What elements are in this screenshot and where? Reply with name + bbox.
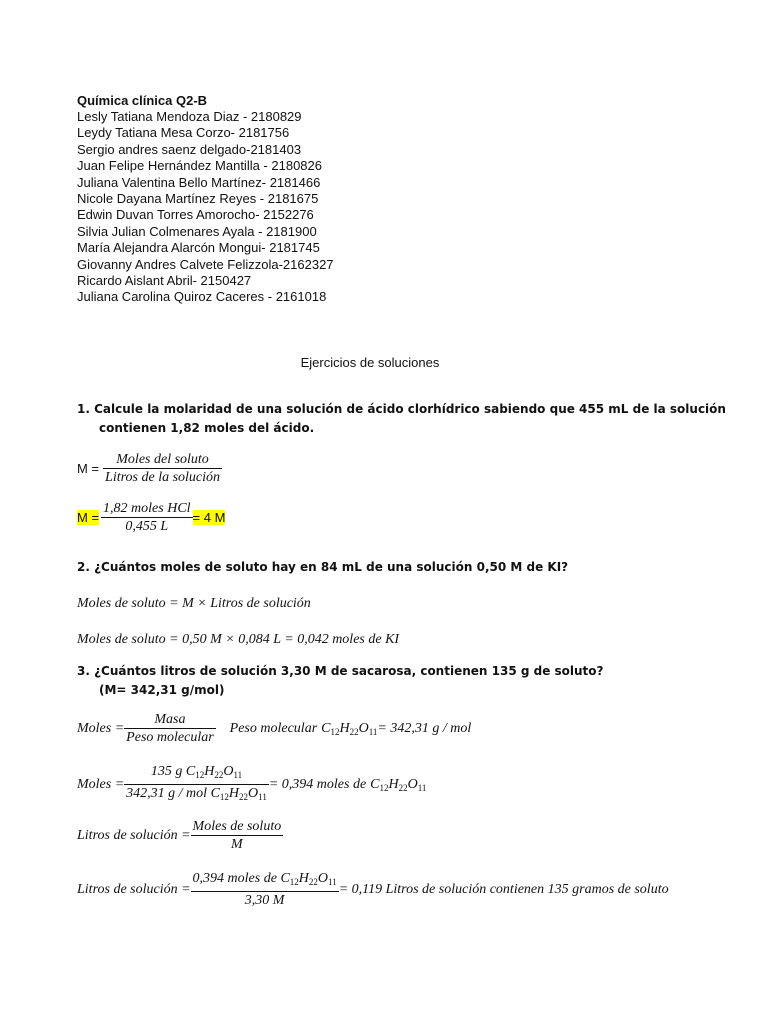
member-item: Leydy Tatiana Mesa Corzo- 2181756 xyxy=(77,125,290,141)
q1-text-line2: contienen 1,82 moles del ácido. xyxy=(99,421,315,435)
q3-text-line1: 3. ¿Cuántos litros de solución 3,30 M de sacarosa, contienen 135 g de soluto? xyxy=(77,664,604,678)
q3-equation-4: Litros de solución = $\frac{0,394 moles de C_{12}H_{22}O_{11}}{3,30 M}$ = 0,119 Litros de solución contienen 135 gramos de soluto xyxy=(77,871,669,908)
member-list xyxy=(77,109,334,306)
q1-formula-result xyxy=(77,500,225,535)
course-title: Química clínica Q2-B xyxy=(77,93,208,108)
fraction-denominator: M xyxy=(231,837,243,852)
fraction-numerator: Moles del soluto xyxy=(103,451,222,469)
member-item: Sergio andres saenz delgado-2181403 xyxy=(77,141,302,157)
member-item: Nicole Dayana Martínez Reyes - 2181675 xyxy=(77,191,319,207)
member-item: María Alejandra Alarcón Mongui- 2181745 xyxy=(77,240,320,256)
q3-equation-3: Litros de solución = $\frac{\text{Moles de soluto}}{M}$ xyxy=(77,819,282,852)
q2-text: 2. ¿Cuántos moles de soluto hay en 84 mL de una solución 0,50 M de KI? xyxy=(77,560,569,574)
highlight-result: = 4 M xyxy=(192,510,226,525)
member-item: Juliana Carolina Quiroz Caceres - 2161018 xyxy=(77,289,327,305)
q2-equation-1: Moles de soluto = M × Litros de solución xyxy=(77,596,311,611)
q3-equation-2: Moles = $\frac{135 g C_{12}H_{22}O_{11}}{342,31 g / mol C_{12}H_{22}O_{11}}$ = 0,394 moles de $C_{12}H_{22}O_{11}$ xyxy=(77,763,426,806)
member-item: Juan Felipe Hernández Mantilla - 2180826 xyxy=(77,158,322,174)
q3-text-line2: (M= 342,31 g/mol) xyxy=(99,683,225,697)
section-title: Ejercicios de soluciones xyxy=(300,355,440,370)
fraction-denominator: Peso molecular xyxy=(126,730,214,745)
fraction-numerator: Masa xyxy=(124,711,215,729)
fraction-denominator: Litros de la solución xyxy=(105,470,221,485)
fraction-denominator: 0,455 L xyxy=(125,519,169,534)
highlight-label: M = xyxy=(77,510,100,525)
member-item: Giovanny Andres Calvete Felizzola-2162327 xyxy=(77,256,334,272)
member-item: Edwin Duvan Torres Amorocho- 2152276 xyxy=(77,207,314,223)
member-item: Ricardo Aislant Abril- 2150427 xyxy=(77,273,252,289)
sucrose-formula: $C_{12}H_{22}O_{11}$ xyxy=(370,776,427,793)
fraction-numerator: 135 g $C_{12}H_{22}O_{11}$ xyxy=(124,763,269,785)
member-item: Silvia Julian Colmenares Ayala - 2181900 xyxy=(77,223,317,239)
fraction-denominator: 3,30 M xyxy=(244,893,285,908)
fraction-numerator: Moles de soluto xyxy=(192,819,282,834)
q3-equation-1: Moles = $\frac{\text{Masa}}{\text{Peso molecular}}$ Peso molecular $C_{12}H_{22}O_{11}$ = 342,31 g / mol xyxy=(77,712,472,745)
fraction-numerator: 1,82 moles HCl xyxy=(103,501,191,516)
member-item: Juliana Valentina Bello Martínez- 2181466 xyxy=(77,174,321,190)
q1-text-line1: 1. Calcule la molaridad de una solución de ácido clorhídrico sabiendo que 455 mL de la solución xyxy=(77,402,726,416)
q2-equation-2: Moles de soluto = 0,50 M × 0,084 L = 0,042 moles de KI xyxy=(77,632,400,647)
fraction-numerator: 0,394 moles de $C_{12}H_{22}O_{11}$ xyxy=(191,870,339,892)
fraction-denominator: 342,31 g / mol $C_{12}H_{22}O_{11}$ xyxy=(126,786,267,802)
member-item: Lesly Tatiana Mendoza Diaz - 2180829 xyxy=(77,109,302,124)
q1-formula-molarity: M = $\frac{\text{Moles del soluto}}{\text{Litros de la solución}}$ xyxy=(77,452,221,485)
sucrose-formula: $C_{12}H_{22}O_{11}$ xyxy=(321,720,378,737)
